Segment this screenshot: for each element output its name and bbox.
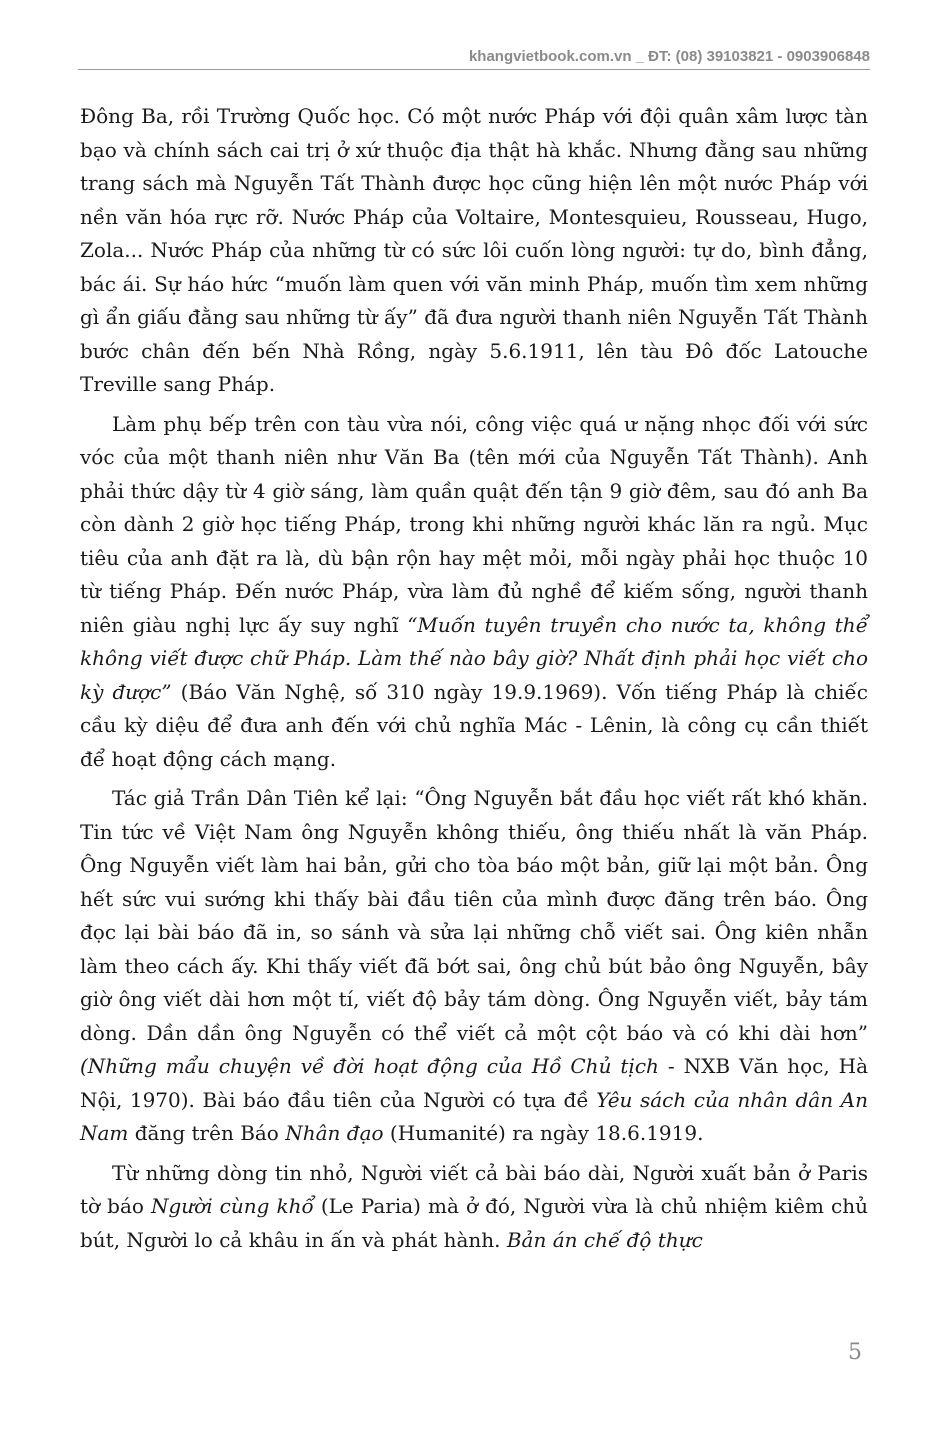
text-run: Tác giả Trần Dân Tiên kể lại: “Ông Nguyễn bắt đầu học viết rất khó khăn. Tin tức về Việt Nam ông Nguyễn không thiếu, ông thiếu nhất là văn Pháp. Ông Nguyễn viết làm hai bản, gửi cho tòa báo một bản, giữ lại một bản. Ông hết sức vui sướng khi thấy bài đầu tiên của mình được đăng trên báo. Ông đọc lại bài báo đã in, so sánh và sửa lại những chỗ viết sai. Ông kiên nhẫn làm theo cách ấy. Khi thấy viết đã bớt sai, ông chủ bút bảo ông Nguyễn, bây giờ ông viết dài hơn một tí, viết độ bảy tám dòng. Ông Nguyễn viết, bảy tám dòng. Dần dần ông Nguyễn có thể viết cả một cột báo và có khi dài hơn” xyxy=(80,786,868,1045)
italic-newspaper: Nhân đạo xyxy=(285,1121,384,1145)
text-run: (Le Paria) mà ở đó, Người vừa là chủ nhiệm kiêm chủ bút, Người lo cả khâu in ấn và phát hành. xyxy=(80,1194,868,1252)
paragraph-3 xyxy=(80,782,868,1151)
page-number: 5 xyxy=(848,1340,862,1365)
paragraph-2 xyxy=(80,408,868,777)
text-run: (Báo Văn Nghệ, số 310 ngày 19.9.1969). Vốn tiếng Pháp là chiếc cầu kỳ diệu để đưa anh đến với chủ nghĩa Mác - Lênin, là công cụ cần thiết để hoạt động cách mạng. xyxy=(80,679,868,771)
paragraph-1 xyxy=(80,100,868,402)
text-run: Đông Ba, rồi Trường Quốc học. Có một nước Pháp với đội quân xâm lược tàn bạo và chính sách cai trị ở xứ thuộc địa thật hà khắc. Nhưng đằng sau những trang sách mà Nguyễn Tất Thành được học cũng hiện lên một nước Pháp với nền văn hóa rực rỡ. Nước Pháp của Voltaire, Montesquieu, Rousseau, Hugo, Zola... Nước Pháp của những từ có sức lôi cuốn lòng người: tự do, bình đẳng, bác ái. Sự háo hức “muốn làm quen với văn minh Pháp, muốn tìm xem những gì ẩn giấu đằng sau những từ ấy” đã đưa người thanh niên Nguyễn Tất Thành bước chân đến bến Nhà Rồng, ngày 5.6.1911, lên tàu Đô đốc Latouche Treville sang Pháp. xyxy=(80,104,868,396)
body-text xyxy=(80,100,868,1263)
text-run: đăng trên Báo xyxy=(128,1121,286,1145)
italic-title: Bản án chế độ thực xyxy=(506,1227,703,1252)
italic-quote: “Muốn tuyên truyền cho nước ta, không thể không viết được chữ Pháp. Làm thế nào bây giờ? Nhất định phải học viết cho kỳ được” xyxy=(80,612,868,704)
text-run: (Humanité) ra ngày 18.6.1919. xyxy=(383,1121,704,1145)
italic-newspaper: Người cùng khổ xyxy=(150,1194,314,1218)
text-run: Từ những dòng tin nhỏ, Người viết cả bài báo dài, Người xuất bản ở Paris tờ báo xyxy=(80,1160,868,1218)
page-header: khangvietbook.com.vn _ ĐT: (08) 39103821 - 0903906848 xyxy=(78,48,870,70)
italic-citation: (Những mẩu chuyện về đời hoạt động của Hồ Chủ tịch xyxy=(80,1054,659,1078)
text-run: Làm phụ bếp trên con tàu vừa nói, công việc quá ư nặng nhọc đối với sức vóc của một thanh niên như Văn Ba (tên mới của Nguyễn Tất Thành). Anh phải thức dậy từ 4 giờ sáng, làm quần quật đến tận 9 giờ đêm, sau đó anh Ba còn dành 2 giờ học tiếng Pháp, trong khi những người khác lăn ra ngủ. Mục tiêu của anh đặt ra là, dù bận rộn hay mệt mỏi, mỗi ngày phải học thuộc 10 từ tiếng Pháp. Đến nước Pháp, vừa làm đủ nghề để kiếm sống, người thanh niên giàu nghị lực ấy suy nghĩ xyxy=(80,411,868,637)
paragraph-4 xyxy=(80,1157,868,1258)
italic-title: Yêu sách của nhân dân An Nam xyxy=(80,1087,868,1145)
text-run: - NXB Văn học, Hà Nội, 1970). Bài báo đầu tiên của Người có tựa đề xyxy=(80,1054,868,1112)
